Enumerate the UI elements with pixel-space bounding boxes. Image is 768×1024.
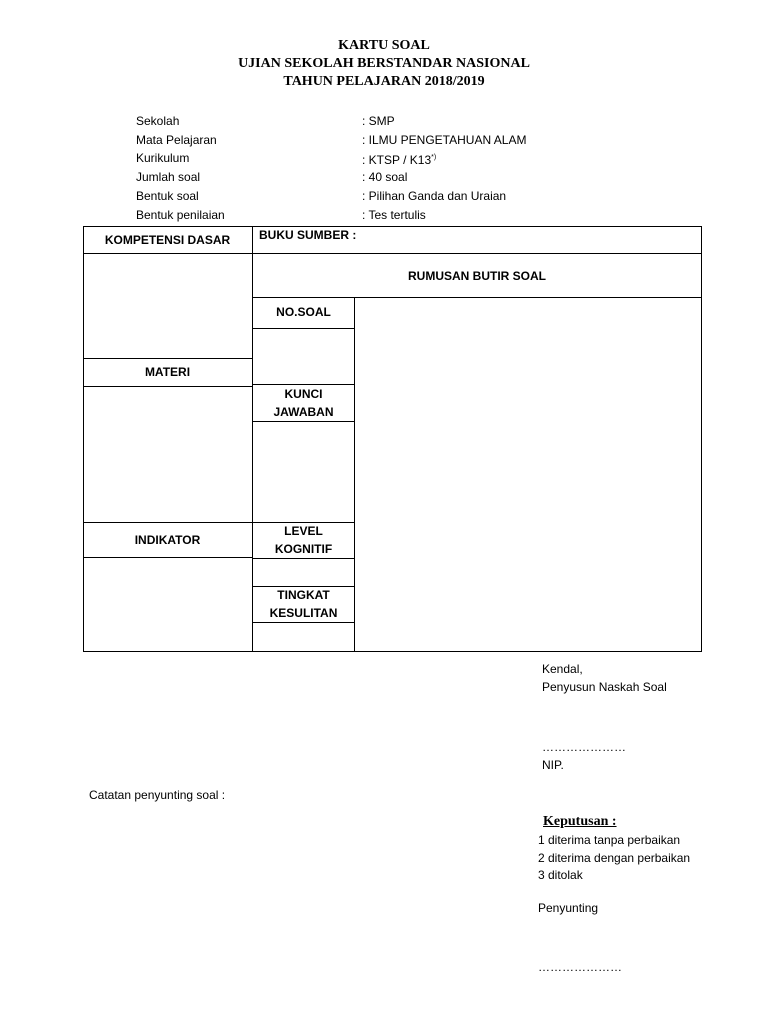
tingkat-kesulitan-label — [252, 586, 355, 622]
rumusan-butir-soal-label: RUMUSAN BUTIR SOAL — [408, 269, 546, 283]
table-border-bottom — [83, 651, 702, 652]
tingkat-kesulitan-line2: KESULITAN — [269, 606, 338, 620]
kurikulum-footnote-mark: *) — [431, 154, 437, 161]
level-kognitif-label — [252, 522, 355, 558]
level-kognitif-line2: KOGNITIF — [274, 542, 333, 556]
signature-dots: ………………… — [542, 740, 626, 754]
info-value — [362, 149, 436, 169]
no-soal-label: NO.SOAL — [276, 305, 331, 319]
penyunting-label: Penyunting — [538, 901, 599, 915]
doc-title: KARTU SOAL — [338, 38, 430, 53]
level-kognitif-line1: LEVEL — [284, 524, 323, 538]
table-row-line — [252, 297, 702, 298]
kurikulum-value: : KTSP / K13 — [362, 153, 432, 167]
keputusan-title: Keputusan : — [543, 814, 617, 829]
info-label: Bentuk soal — [136, 189, 199, 203]
table-row-line — [252, 328, 355, 329]
table-row-line — [252, 622, 355, 623]
table-row-line — [83, 358, 253, 359]
indikator-label: INDIKATOR — [134, 533, 201, 547]
table-row-line — [83, 522, 253, 523]
keputusan-option-2: 2 diterima dengan perbaikan — [538, 851, 691, 865]
materi-label: MATERI — [144, 365, 191, 379]
catatan-penyunting-label: Catatan penyunting soal : — [89, 788, 226, 802]
keputusan-option-3: 3 ditolak — [538, 868, 583, 882]
penyunting-dots: ………………… — [538, 960, 622, 974]
kunci-jawaban-line2: JAWABAN — [273, 405, 334, 419]
doc-year: TAHUN PELAJARAN 2018/2019 — [283, 74, 485, 89]
info-label: Mata Pelajaran — [136, 133, 217, 147]
info-value: : Pilihan Ganda dan Uraian — [362, 189, 507, 203]
keputusan-option-1: 1 diterima tanpa perbaikan — [538, 833, 681, 847]
kompetensi-dasar-label: KOMPETENSI DASAR — [104, 233, 231, 247]
table-row-line — [83, 253, 702, 254]
signature-role: Penyusun Naskah Soal — [542, 680, 667, 694]
table-border-top — [83, 226, 702, 227]
doc-subtitle: UJIAN SEKOLAH BERSTANDAR NASIONAL — [238, 56, 530, 71]
info-value: : Tes tertulis — [362, 208, 426, 222]
info-label: Kurikulum — [136, 151, 190, 165]
info-value: : SMP — [362, 114, 395, 128]
info-label: Bentuk penilaian — [136, 208, 225, 222]
table-row-line — [252, 421, 355, 422]
info-label: Jumlah soal — [136, 170, 201, 184]
signature-nip: NIP. — [542, 758, 564, 772]
info-value: : 40 soal — [362, 170, 408, 184]
info-label: Sekolah — [136, 114, 180, 128]
info-value: : ILMU PENGETAHUAN ALAM — [362, 133, 527, 147]
tingkat-kesulitan-line1: TINGKAT — [277, 588, 330, 602]
table-border-right — [701, 226, 702, 652]
table-row-line — [83, 386, 253, 387]
table-border-left — [83, 226, 84, 652]
kunci-jawaban-line1: KUNCI — [284, 387, 323, 401]
question-card-table — [83, 226, 702, 652]
table-row-line — [252, 558, 355, 559]
table-row-line — [83, 557, 253, 558]
buku-sumber-label: BUKU SUMBER : — [259, 228, 357, 242]
signature-place: Kendal, — [542, 662, 583, 676]
kunci-jawaban-label — [252, 385, 355, 421]
